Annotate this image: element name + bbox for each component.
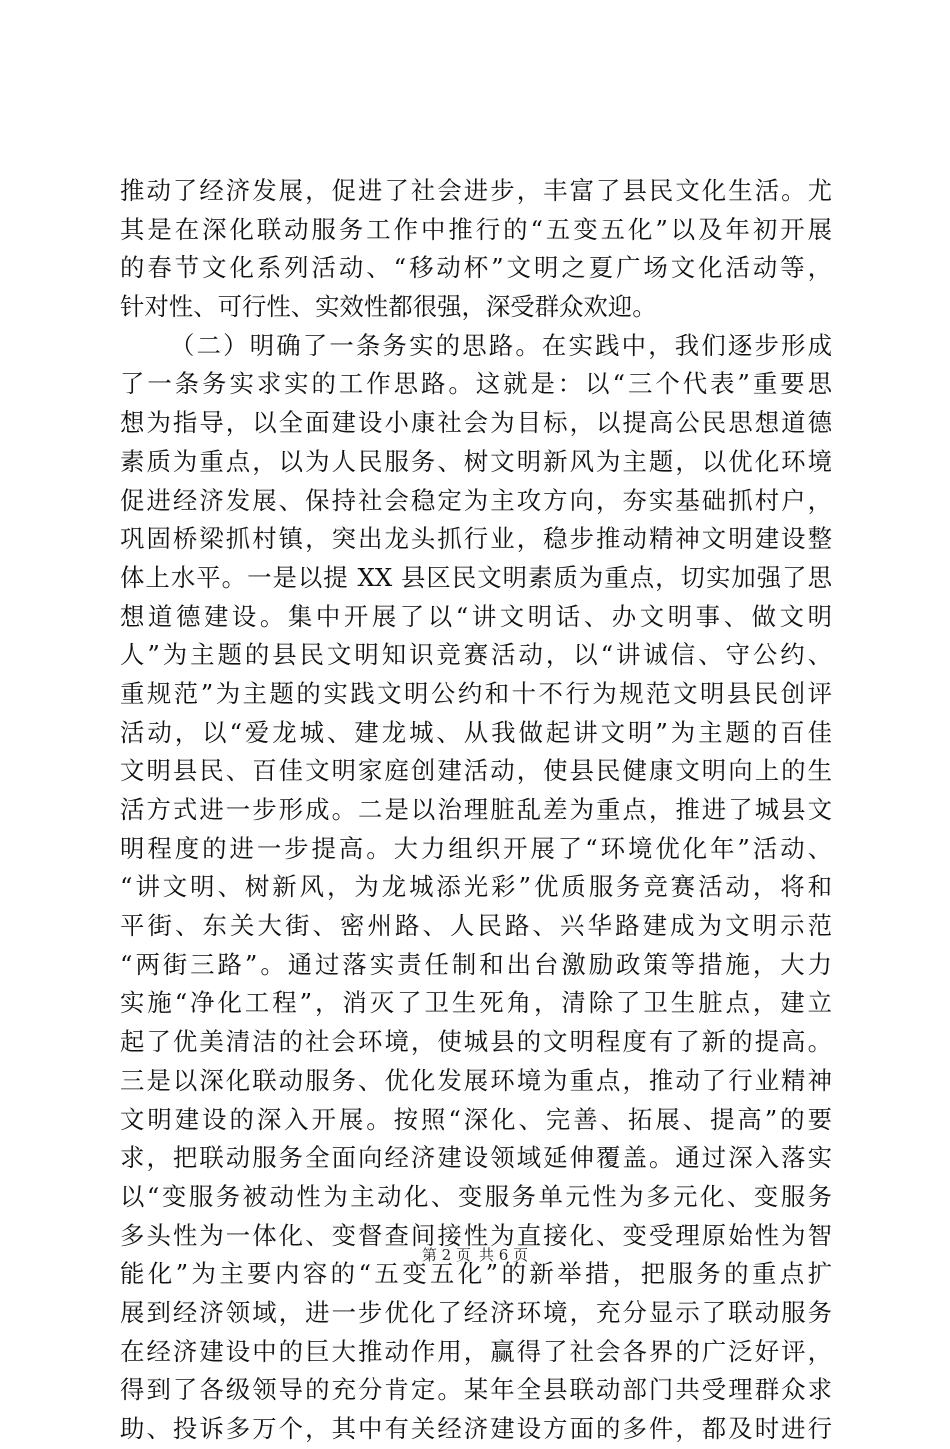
text-line: 在经济建设中的巨大推动作用，赢得了社会各界的广泛好评，	[120, 1336, 832, 1366]
text-line: 活动，以“爱龙城、建龙城、从我做起讲文明”为主题的百佳	[120, 717, 832, 747]
text-line: 明程度的进一步提高。大力组织开展了“环境优化年”活动、	[120, 833, 832, 863]
text-line: 实施“净化工程”，消灭了卫生死角，清除了卫生脏点，建立	[120, 988, 832, 1018]
text-line: 得到了各级领导的充分肯定。某年全县联动部门共受理群众求	[120, 1375, 832, 1405]
text-line: “讲文明、树新风，为龙城添光彩”优质服务竞赛活动，将和	[120, 872, 832, 902]
text-line: 求，把联动服务全面向经济建设领域延伸覆盖。通过深入落实	[120, 1143, 832, 1173]
text-line: 三是以深化联动服务、优化发展环境为重点，推动了行业精神	[120, 1065, 832, 1095]
text-line: 重规范”为主题的实践文明公约和十不行为规范文明县民创评	[120, 678, 832, 708]
text-line: 多头性为一体化、变督查间接性为直接化、变受理原始性为智	[120, 1220, 832, 1250]
text-line: 以“变服务被动性为主动化、变服务单元性为多元化、变服务	[120, 1181, 832, 1211]
text-line: 推动了经济发展，促进了社会进步，丰富了县民文化生活。尤	[120, 176, 832, 205]
paragraph	[120, 172, 832, 327]
page-total: 共 6 页	[479, 1246, 529, 1264]
text-line: 素质为重点，以为人民服务、树文明新风为主题，以优化环境	[120, 446, 832, 476]
text-line: 的春节文化系列活动、“移动杯”文明之夏广场文化活动等，	[120, 253, 832, 283]
text-line: 想为指导，以全面建设小康社会为目标，以提高公民思想道德	[120, 408, 832, 438]
text-line: 能化”为主要内容的“五变五化”的新举措，把服务的重点扩	[120, 1259, 832, 1289]
page-number: 第 2 页	[421, 1246, 471, 1264]
text-line: 了一条务实求实的工作思路。这就是：以“三个代表”重要思	[120, 369, 832, 399]
paragraph	[120, 327, 832, 1449]
text-line: 助、投诉多万个，其中有关经济建设方面的多件，都及时进行	[120, 1414, 832, 1443]
text-line: 活方式进一步形成。二是以治理脏乱差为重点，推进了城县文	[120, 795, 832, 824]
text-line: 展到经济领域，进一步优化了经济环境，充分显示了联动服务	[120, 1297, 832, 1327]
text-line: 想道德建设。集中开展了以“讲文明话、办文明事、做文明	[120, 601, 832, 631]
text-line: 平街、东关大街、密州路、人民路、兴华路建成为文明示范	[120, 911, 832, 941]
page-footer	[0, 1245, 950, 1265]
text-line: 起了优美清洁的社会环境，使城县的文明程度有了新的提高。	[120, 1027, 832, 1057]
text-line: “两街三路”。通过落实责任制和出台激励政策等措施，大力	[120, 949, 832, 979]
text-line: 促进经济发展、保持社会稳定为主攻方向，夯实基础抓村户，	[120, 485, 832, 515]
text-line: 巩固桥梁抓村镇，突出龙头抓行业，稳步推动精神文明建设整	[120, 524, 832, 554]
text-line: 其是在深化联动服务工作中推行的“五变五化”以及年初开展	[120, 214, 832, 244]
text-line: 针对性、可行性、实效性都很强，深受群众欢迎。	[120, 292, 657, 322]
text-line: 文明县民、百佳文明家庭创建活动，使县民健康文明向上的生	[120, 756, 832, 786]
text-line: 文明建设的深入开展。按照“深化、完善、拓展、提高”的要	[120, 1104, 832, 1134]
text-line: 体上水平。一是以提 XX 县区民文明素质为重点，切实加强了思	[120, 562, 832, 592]
text-line: 人”为主题的县民文明知识竞赛活动，以“讲诚信、守公约、	[120, 640, 832, 670]
text-line: （二）明确了一条务实的思路。在实践中，我们逐步形成	[170, 330, 832, 360]
